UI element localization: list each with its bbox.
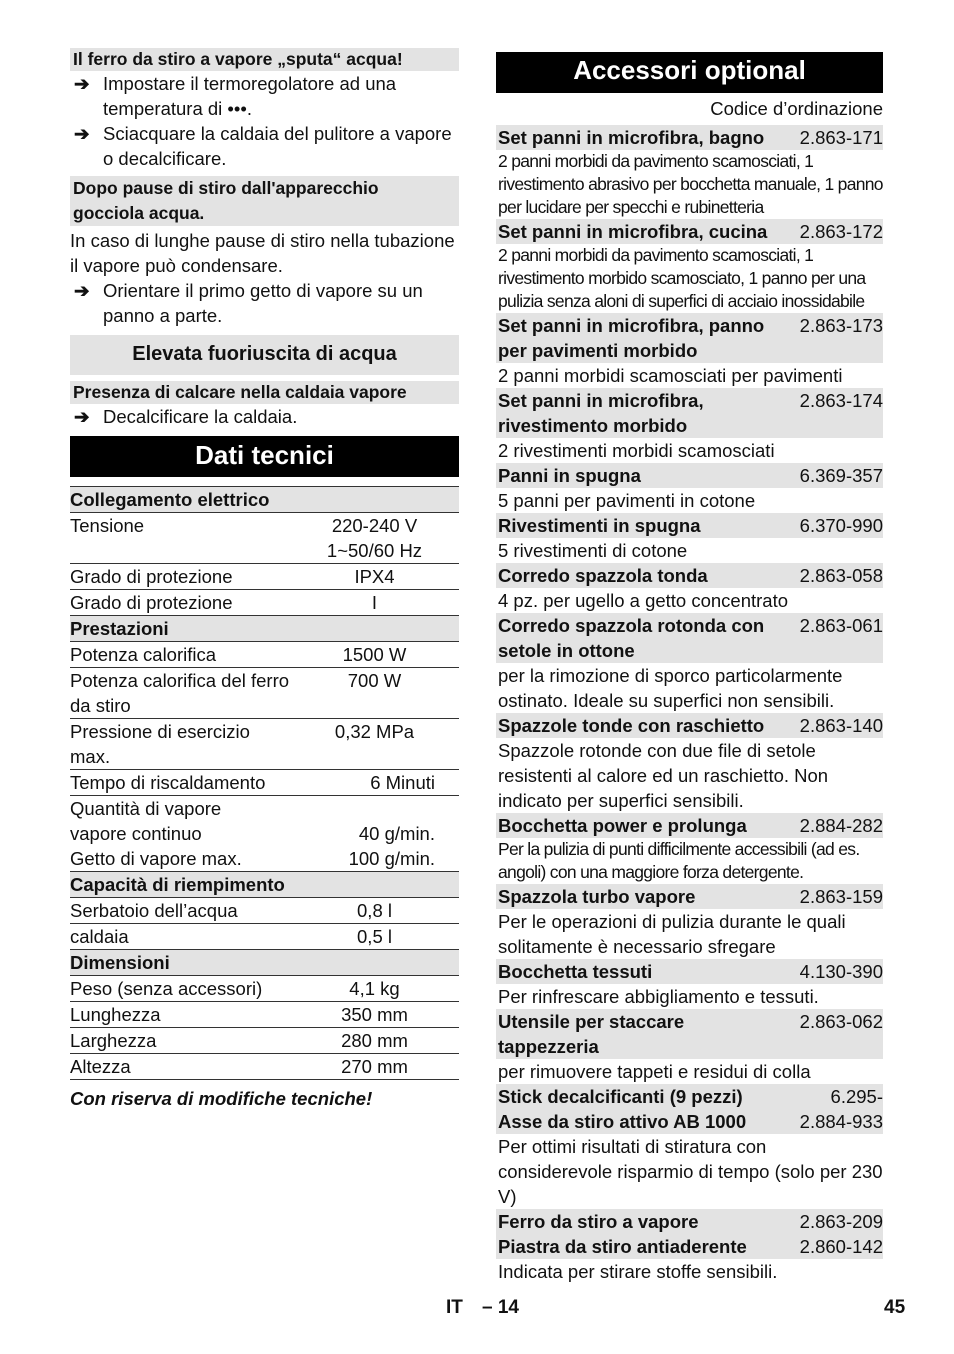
tech-row: Pressione di esercizio max. 0,32 MPa [70,719,459,770]
accessory-description: Per rinfrescare abbigliamento e tessuti. [498,986,819,1007]
paragraph-condensation: In caso di lunghe pause di stiro nella tubazione il vapore può condensare. [70,230,455,276]
section-heading-dripping: Dopo pause di stiro dall'apparecchio gocciola acqua. [70,176,459,226]
footer-language: IT [446,1297,463,1318]
arrow-icon: ➔ [74,123,90,144]
accessory-description: Per le operazioni di pulizia durante le quali solitamente è necessario sfregare [498,911,846,957]
right-column [496,0,883,1284]
step-item: ➔ Orientare il primo getto di vapore su un panno a parte. [74,280,423,326]
tech-row: Tempo di riscaldamento 6 Minuti [70,770,459,796]
tech-section-row: Dimensioni [70,950,459,976]
tech-row: Quantità di vapore [70,798,222,819]
section-heading-limescale: Presenza di calcare nella caldaia vapore [70,381,459,404]
accessory-description: Per la pulizia di punti difficilmente accessibili (ad es. angoli) con una maggiore forza detergente. [498,839,860,882]
accessory-name: Corredo spazzola rotonda con setole in ottone [498,615,765,661]
accessory-description: 5 rivestimenti di cotone [498,540,688,561]
accessory-name: Panni in spugna [498,465,641,486]
accessory-name: Rivestimenti in spugna [498,515,701,536]
tech-table [70,487,459,1080]
accessory-name: Utensile per staccare tappezzeria [498,1011,685,1057]
accessory-code: 6.370-990 [799,515,883,536]
accessory-code: 2.860-142 [799,1236,883,1257]
accessory-row [496,1009,883,1059]
accessory-code: 2.863-173 [799,315,883,336]
accessory-description: Per ottimi risultati di stiratura con considerevole risparmio di tempo (solo per 230 V) [498,1136,883,1207]
accessory-name: Set panni in microfibra, rivestimento morbido [498,390,704,436]
accessory-code: 2.863-062 [799,1011,883,1032]
tech-row: Potenza calorifica del ferro da stiro 700 W [70,668,459,719]
tech-row: Grado di protezione I [70,590,459,616]
step-item: ➔ Impostare il termoregolatore ad una temperatura di •••. [74,73,397,119]
accessory-row [496,513,883,538]
accessory-row [496,563,883,588]
accessory-row [496,313,883,363]
accessory-description: 2 rivestimenti morbidi scamosciati [498,440,775,461]
order-code-label: Codice d’ordinazione [710,98,883,119]
accessory-name: Bocchetta tessuti [498,961,653,982]
accessory-name: Asse da stiro attivo AB 1000 [498,1111,747,1132]
section-heading-steam-iron-spits: Il ferro da stiro a vapore „sputa“ acqua! [70,48,459,71]
accessory-name: Bocchetta power e prolunga [498,815,747,836]
accessory-row [496,613,883,663]
accessory-description: 2 panni morbidi da pavimento scamosciati, 1 rivestimento abrasivo per bocchetta manuale, 1 panno per lucidare per specchi e rubinetteria [498,151,883,217]
accessory-code: 2.863-174 [799,390,883,411]
arrow-icon: ➔ [74,406,90,427]
accessory-row [496,388,883,438]
accessory-row [496,884,883,909]
tech-section-row: Collegamento elettrico [70,487,459,513]
accessory-name: Stick decalcificanti (9 pezzi) [498,1086,743,1107]
section-heading-water-leak: Elevata fuoriuscita di acqua [70,335,459,375]
accessory-code: 2.884-282 [799,815,883,836]
footer-local-page: – 14 [482,1297,519,1318]
accessory-row [496,959,883,984]
tech-section-row: Capacità di riempimento [70,872,459,898]
accessory-row [496,1109,883,1134]
accessory-row [496,1234,883,1259]
tech-row: Tensione 220-240 V [70,515,418,536]
accessory-row [496,813,883,838]
step-item: ➔ Sciacquare la caldaia del pulitore a vapore o decalcificare. [74,123,452,169]
accessory-code: 2.863-140 [799,715,883,736]
accessory-description: 2 panni morbidi da pavimento scamosciati, 1 rivestimento morbido scamosciato, 1 panno per una pulizia senza aloni di superfici di acciaio inossidabile [498,245,866,311]
reserve-note: Con riserva di modifiche tecniche! [70,1088,373,1109]
accessory-code: 2.863-209 [799,1211,883,1232]
arrow-icon: ➔ [74,280,90,301]
accessory-name: Spazzole tonde con raschietto [498,715,765,736]
tech-row: Potenza calorifica 1500 W [70,642,459,668]
left-column [70,0,459,1112]
tech-row: caldaia 0,5 l [70,924,459,950]
accessory-description: Indicata per stirare stoffe sensibili. [498,1261,778,1282]
accessory-description: 2 panni morbidi scamosciati per pavimenti [498,365,843,386]
tech-row: Grado di protezione IPX4 [70,564,459,590]
accessory-row [496,1209,883,1234]
tech-row: Altezza 270 mm [70,1054,459,1080]
accessory-row [496,463,883,488]
accessory-code: 2.863-058 [799,565,883,586]
accessory-code: 6.295- [830,1086,883,1107]
tech-row: Serbatoio dell’acqua 0,8 l [70,898,459,924]
tech-row: 1~50/60 Hz [70,538,459,564]
accessory-description: Spazzole rotonde con due file di setole resistenti al calore ed un raschietto. Non indicato per superfici sensibili. [498,740,829,811]
accessory-description: per la rimozione di sporco particolarmente ostinato. Ideale su superfici non sensibili. [498,665,843,711]
accessory-code: 4.130-390 [799,961,883,982]
accessory-row [496,125,883,150]
accessory-row [496,713,883,738]
accessory-code: 2.863-172 [799,221,883,242]
accessory-description: 4 pz. per ugello a getto concentrato [498,590,789,611]
tech-data-title: Dati tecnici [70,436,459,477]
accessory-description: 5 panni per pavimenti in cotone [498,490,756,511]
tech-row: Lunghezza 350 mm [70,1002,459,1028]
accessory-code: 2.863-171 [799,127,883,148]
tech-row: Peso (senza accessori) 4,1 kg [70,976,459,1002]
accessories-title: Accessori optional [496,52,883,93]
accessory-code: 6.369-357 [799,465,883,486]
step-item: ➔ Decalcificare la caldaia. [74,406,298,427]
tech-section-row: Prestazioni [70,616,459,642]
accessories-list [496,125,883,1284]
arrow-icon: ➔ [74,73,90,94]
accessory-name: Spazzola turbo vapore [498,886,696,907]
accessory-name: Set panni in microfibra, panno per pavimenti morbido [498,315,765,361]
footer-page-number: 45 [884,1297,906,1318]
accessory-name: Set panni in microfibra, bagno [498,127,765,148]
tech-row: Larghezza 280 mm [70,1028,459,1054]
accessory-name: Corredo spazzola tonda [498,565,708,586]
accessory-row [496,1084,883,1109]
accessory-name: Set panni in microfibra, cucina [498,221,768,242]
accessory-code: 2.863-061 [799,615,883,636]
tech-row: Getto di vapore max. 100 g/min. [70,846,459,872]
accessory-row [496,219,883,244]
accessory-name: Piastra da stiro antiaderente [498,1236,747,1257]
accessory-description: per rimuovere tappeti e residui di colla [498,1061,811,1082]
accessory-code: 2.884-933 [799,1111,883,1132]
accessory-name: Ferro da stiro a vapore [498,1211,699,1232]
tech-row: vapore continuo 40 g/min. [70,823,435,844]
accessory-code: 2.863-159 [799,886,883,907]
